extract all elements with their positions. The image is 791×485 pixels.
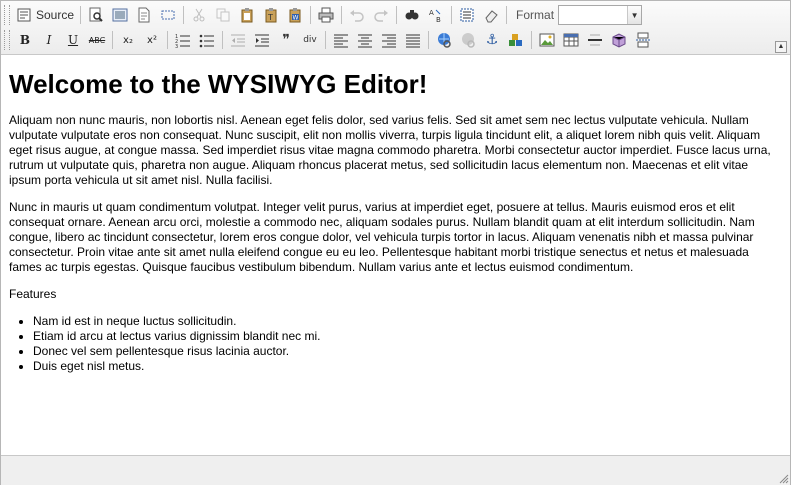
- toolbar-row-2: [3, 27, 655, 53]
- numbered-list-button[interactable]: [171, 29, 195, 51]
- editor-content-area[interactable]: [1, 55, 790, 455]
- svg-text:W: W: [292, 14, 299, 22]
- cubes-button[interactable]: [504, 29, 528, 51]
- paste-word-button[interactable]: [283, 4, 307, 26]
- outdent-icon: [230, 32, 246, 48]
- replace-button[interactable]: [424, 4, 448, 26]
- table-button[interactable]: [559, 29, 583, 51]
- copy-button[interactable]: [211, 4, 235, 26]
- print-button[interactable]: [314, 4, 338, 26]
- chevron-down-icon: ▼: [627, 6, 641, 24]
- new-page-icon: [136, 7, 152, 23]
- svg-text:3: 3: [175, 44, 179, 48]
- editor-status-bar: [1, 455, 790, 485]
- align-left-button[interactable]: [329, 29, 353, 51]
- page-break-button[interactable]: [631, 29, 655, 51]
- strike-icon: ABC: [88, 35, 106, 45]
- find-icon: [404, 7, 420, 23]
- align-center-button[interactable]: [353, 29, 377, 51]
- blockquote-button[interactable]: [274, 29, 298, 51]
- resize-grip-icon[interactable]: [777, 472, 789, 484]
- link-icon: [436, 32, 452, 48]
- subscript-button[interactable]: [116, 29, 140, 51]
- cut-icon: [191, 7, 207, 23]
- underline-icon: U: [67, 33, 79, 47]
- select-all-button[interactable]: [455, 4, 479, 26]
- box-icon: [611, 32, 627, 48]
- redo-icon: [373, 7, 389, 23]
- preview-button[interactable]: [84, 4, 108, 26]
- image-button[interactable]: [535, 29, 559, 51]
- new-page-button[interactable]: [132, 4, 156, 26]
- paste-icon: [239, 7, 255, 23]
- toolbar-grip[interactable]: [4, 5, 10, 25]
- bold-button[interactable]: [13, 29, 37, 51]
- format-label: Format: [516, 8, 555, 22]
- content-paragraph-2: Nunc in mauris ut quam condimentum volutpat. Integer velit purus, varius at imperdiet eget, posuere at tellus. Mauris euismod eros et elit consequat ornare. Aenean arcu orci, molestie a commodo nec, aliquam sodales purus. Nullam blandit quam at elit interdum sollicitudin. Nam congue, libero ac tincidunt consectetur, lorem eros congue dolor, vel vehicula turpis tortor in lacus. Aliquam venenatis nibh et massa pulvinar consectetur. Proin vitae ante sit amet nulla eleifend congue eu eu leo. Pellentesque habitant morbi tristique senectus et netus et malesuada fames ac turpis egestas. Quisque faucibus vestibulum bibendum. Nullam varius ante et lectus euismod condimentum.: [9, 200, 755, 274]
- toolbar-separator: [396, 6, 397, 24]
- page-break-icon: [635, 32, 651, 48]
- replace-icon: [428, 7, 444, 23]
- toolbar-separator: [325, 31, 326, 49]
- content-heading: Welcome to the WYSIWYG Editor!: [9, 69, 428, 99]
- remove-format-button[interactable]: [479, 4, 503, 26]
- justify-button[interactable]: [401, 29, 425, 51]
- anchor-icon: ⚓: [485, 32, 499, 48]
- templates-icon: [112, 7, 128, 23]
- outdent-button[interactable]: [226, 29, 250, 51]
- toolbar-separator: [341, 6, 342, 24]
- features-label: Features: [9, 287, 57, 301]
- underline-button[interactable]: [61, 29, 85, 51]
- special-char-button[interactable]: [607, 29, 631, 51]
- table-icon: [563, 32, 579, 48]
- horizontal-rule-button[interactable]: [583, 29, 607, 51]
- show-blocks-button[interactable]: [156, 4, 180, 26]
- preview-icon: [88, 7, 104, 23]
- eraser-icon: [483, 7, 499, 23]
- superscript-icon: x²: [147, 34, 157, 46]
- toolbar-separator: [183, 6, 184, 24]
- select-all-icon: [459, 7, 475, 23]
- format-select-value: [559, 6, 627, 24]
- bulleted-list-button[interactable]: [195, 29, 219, 51]
- align-left-icon: [333, 32, 349, 48]
- print-icon: [318, 7, 334, 23]
- redo-button[interactable]: [369, 4, 393, 26]
- list-item: • Duis eget nisl metus.: [33, 359, 782, 374]
- source-icon: [16, 7, 32, 23]
- show-blocks-icon: [160, 7, 176, 23]
- bulleted-list-icon: [199, 32, 215, 48]
- toolbar-separator: [222, 31, 223, 49]
- svg-text:T: T: [268, 13, 273, 22]
- toolbar-separator: [506, 6, 507, 24]
- paste-word-icon: [287, 7, 303, 23]
- svg-text:1: 1: [175, 34, 179, 40]
- find-button[interactable]: [400, 4, 424, 26]
- numbered-list-icon: [175, 32, 191, 48]
- list-item: • Nam id est in neque luctus sollicitudin.: [33, 314, 782, 329]
- indent-icon: [254, 32, 270, 48]
- list-item: • Etiam id arcu at lectus varius dignissim blandit nec mi.: [33, 329, 782, 344]
- source-button-label: Source: [36, 8, 75, 22]
- justify-icon: [405, 32, 421, 48]
- italic-icon: I: [46, 33, 52, 47]
- horizontal-rule-icon: [587, 32, 603, 48]
- div-icon: div: [303, 35, 317, 45]
- bold-icon: B: [19, 33, 31, 47]
- list-item: • Donec vel sem pellentesque risus lacinia auctor.: [33, 344, 782, 359]
- toolbar-row-1: [3, 2, 642, 28]
- align-center-icon: [357, 32, 373, 48]
- paste-text-icon: [263, 7, 279, 23]
- collapse-toolbar-button[interactable]: ▲: [775, 41, 787, 53]
- toolbar-separator: [531, 31, 532, 49]
- svg-text:B: B: [436, 16, 441, 23]
- cut-button[interactable]: [187, 4, 211, 26]
- features-list: [9, 314, 782, 374]
- div-button[interactable]: [298, 29, 322, 51]
- paste-button[interactable]: [235, 4, 259, 26]
- svg-text:A: A: [429, 9, 434, 17]
- italic-button[interactable]: [37, 29, 61, 51]
- paste-text-button[interactable]: [259, 4, 283, 26]
- superscript-button[interactable]: [140, 29, 164, 51]
- indent-button[interactable]: [250, 29, 274, 51]
- copy-icon: [215, 7, 231, 23]
- svg-text:2: 2: [175, 39, 179, 45]
- strike-button[interactable]: [85, 29, 109, 51]
- content-paragraph-1: Aliquam non nunc mauris, non lobortis nisl. Aenean eget felis dolor, sed varius felis. Sed sit amet sem nec lectus vulputate vehicula. Nullam vulputate vulputate eros non consequat. Nunc suscipit, elit non mollis viverra, turpis ligula tincidunt elit, a aliquet lorem nibh quis velit. Aliquam eget risus augue, at congue massa. Sed imperdiet risus vitae magna commodo pharetra. Morbi consectetur auctor imperdiet. Fusce lacus urna, rutrum ut vulputate quis, pharetra non augue. Aliquam rhoncus placerat metus, sed sollicitudin lacus elementum non. Maecenas et elit vitae ipsum porta vehicula ut sit amet nisl. Nulla facilisi.: [9, 113, 771, 187]
- toolbar-separator: [80, 6, 81, 24]
- templates-button[interactable]: [108, 4, 132, 26]
- format-select[interactable]: [558, 5, 642, 25]
- toolbar-separator: [310, 6, 311, 24]
- unlink-button[interactable]: [456, 29, 480, 51]
- toolbar-separator: [451, 6, 452, 24]
- subscript-icon: x₂: [123, 34, 133, 46]
- link-button[interactable]: [432, 29, 456, 51]
- editor-toolbar: [1, 1, 790, 55]
- toolbar-separator: [428, 31, 429, 49]
- toolbar-separator: [112, 31, 113, 49]
- align-right-icon: [381, 32, 397, 48]
- unlink-icon: [460, 32, 476, 48]
- image-icon: [539, 32, 555, 48]
- undo-icon: [349, 7, 365, 23]
- undo-button[interactable]: [345, 4, 369, 26]
- toolbar-separator: [167, 31, 168, 49]
- cubes-icon: [508, 32, 524, 48]
- align-right-button[interactable]: [377, 29, 401, 51]
- anchor-button[interactable]: [480, 29, 504, 51]
- source-button[interactable]: [13, 4, 77, 26]
- blockquote-icon: ❞: [282, 32, 290, 48]
- toolbar-grip[interactable]: [4, 30, 10, 50]
